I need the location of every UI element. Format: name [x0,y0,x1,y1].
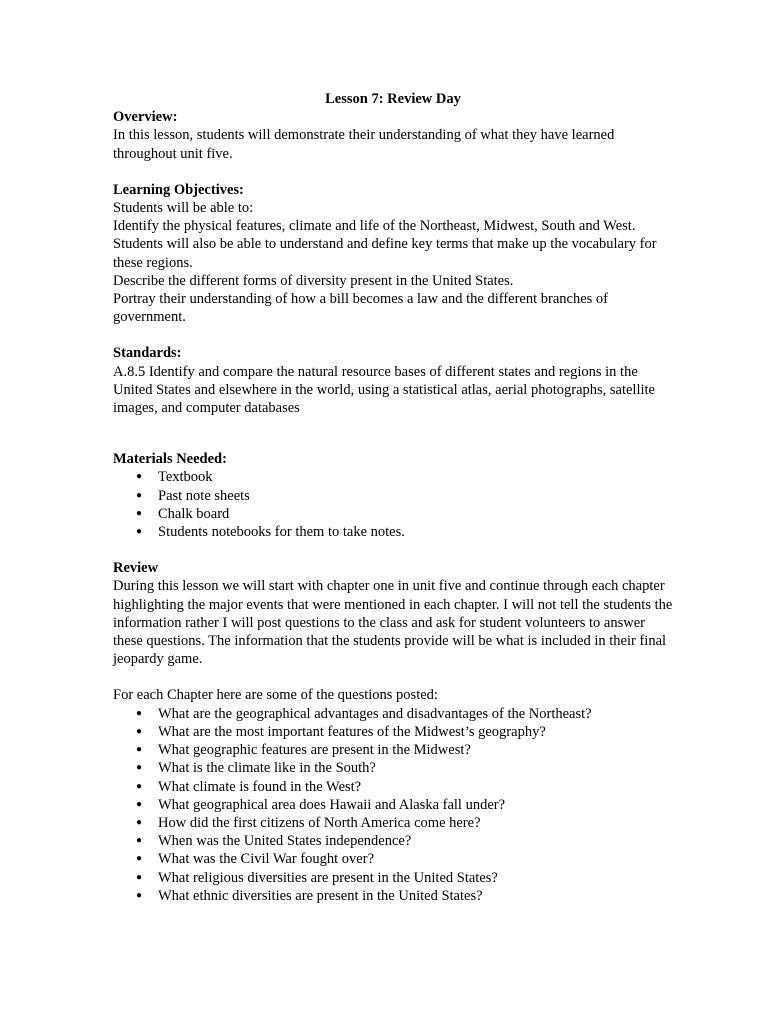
bullet-icon: ● [136,725,143,737]
bullet-icon: ● [136,871,143,883]
list-item: ● What geographical area does Hawaii and Alaska fall under? [136,796,506,813]
objectives-line: Describe the different forms of diversity present in the United States. [113,272,514,289]
page-title: Lesson 7: Review Day [325,91,461,107]
list-item: ● What climate is found in the West? [136,778,362,795]
list-item: ● When was the United States independence? [136,833,412,850]
bullet-icon: ● [136,762,143,774]
list-item: ● What are the most important features of the Midwest’s geography? [136,723,546,740]
objectives-line: Identify the physical features, climate and life of the Northeast, Midwest, South and West. Students will also be able to understand and define key terms that make up the vocabulary for these regions. [113,218,657,271]
objectives-line: Portray their understanding of how a bill becomes a law and the different branches of government. [113,291,608,326]
bullet-icon: ● [136,489,143,501]
review-text: During this lesson we will start with chapter one in unit five and continue through each chapter highlighting the major events that were mentioned in each chapter. I will not tell the students the information rather I will post questions to the class and ask for student volunteers to answer these questions. The information that the students provide will be what is included in their final jeopardy game. [113,578,673,668]
objectives-heading: Learning Objectives: [113,181,244,198]
bullet-icon: ● [136,744,143,756]
materials-heading: Materials Needed: [113,451,227,468]
document-page [113,90,673,905]
bullet-icon: ● [136,526,143,538]
list-item: ● What geographic features are present in the Midwest? [136,742,471,759]
bullet-icon: ● [136,835,143,847]
bullet-icon: ● [136,707,143,719]
questions-list [113,705,673,905]
bullet-icon: ● [136,816,143,828]
materials-list [113,468,673,541]
overview-heading: Overview: [113,109,178,126]
list-item: ● Chalk board [136,505,230,522]
overview-text: In this lesson, students will demonstrate their understanding of what they have learned throughout unit five. [113,127,615,162]
bullet-icon: ● [136,471,143,483]
list-item: ● What was the Civil War fought over? [136,851,375,868]
bullet-icon: ● [136,853,143,865]
standards-text: A.8.5 Identify and compare the natural resource bases of different states and regions in the United States and elsewhere in the world, using a statistical atlas, aerial photographs, satellite images, and computer databases [113,363,655,417]
bullet-icon: ● [136,780,143,792]
bullet-icon: ● [136,889,143,901]
standards-heading: Standards: [113,345,182,362]
list-item: ● Past note sheets [136,487,250,504]
list-item: ● What are the geographical advantages and disadvantages of the Northeast? [136,705,592,722]
list-item: ● Students notebooks for them to take notes. [136,524,405,541]
objectives-line: Students will be able to: [113,200,254,217]
list-item: ● What religious diversities are present in the United States? [136,869,498,886]
list-item: ● What ethnic diversities are present in the United States? [136,887,483,904]
list-item: ● What is the climate like in the South? [136,760,376,777]
list-item: ● How did the first citizens of North America come here? [136,814,481,831]
review-heading: Review [113,560,159,577]
questions-intro: For each Chapter here are some of the questions posted: [113,687,438,704]
list-item: ● Textbook [136,469,213,486]
bullet-icon: ● [136,507,143,519]
bullet-icon: ● [136,798,143,810]
